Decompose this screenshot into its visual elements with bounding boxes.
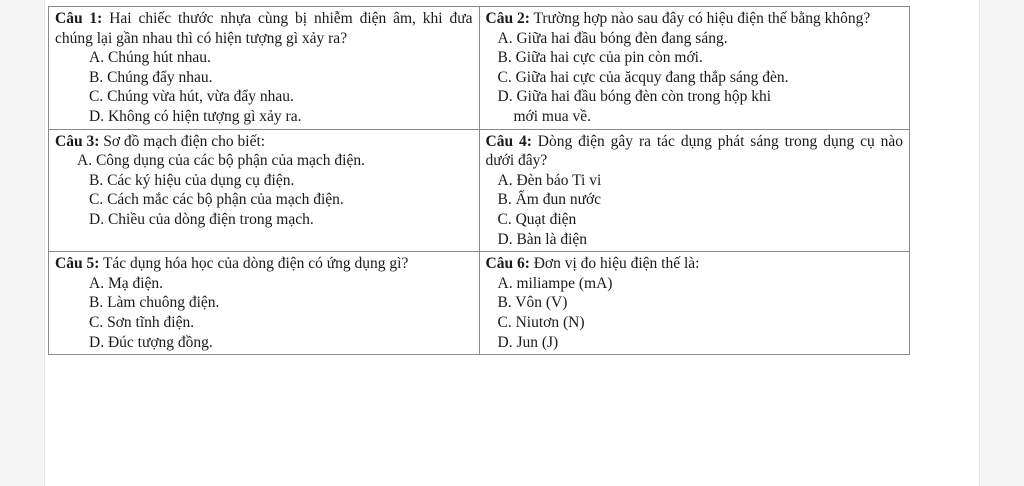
question-6-option-a: A. miliampe (mA): [497, 274, 613, 292]
question-cell-3: [49, 129, 480, 252]
question-3-option-d: D. Chiều của dòng điện trong mạch.: [89, 210, 314, 228]
question-4-option-c: C. Quạt điện: [497, 210, 577, 228]
question-4-option-a: A. Đèn báo Ti vi: [497, 171, 602, 189]
question-2-label: Câu 2:: [485, 10, 530, 27]
left-margin: [0, 0, 45, 486]
question-5-stem: Câu 5: Tác dụng hóa học của dòng điện có ứng dụng gì?: [55, 255, 409, 273]
question-1-option-b: B. Chúng đẩy nhau.: [89, 68, 213, 86]
question-1-stem: Câu 1: Hai chiếc thước nhựa cùng bị nhiễm điện âm, khi đưa chúng lại gần nhau thì có hiện tượng gì xảy ra?: [55, 10, 473, 47]
question-3-option-a: A. Công dụng của các bộ phận của mạch điện.: [77, 152, 365, 170]
question-3-stem: Câu 3: Sơ đồ mạch điện cho biết:: [55, 132, 266, 150]
table-row: [49, 7, 910, 130]
question-5-option-c: C. Sơn tĩnh điện.: [89, 313, 195, 331]
quiz-table: [48, 6, 910, 355]
question-1-option-d: D. Không có hiện tượng gì xảy ra.: [89, 107, 302, 125]
question-5-option-b: B. Làm chuông điện.: [89, 294, 220, 312]
question-2-option-d: D. Giữa hai đầu bóng đèn còn trong hộp khi: [497, 88, 772, 106]
question-3-label: Câu 3:: [55, 132, 100, 150]
question-1-option-c: C. Chúng vừa hút, vừa đẩy nhau.: [89, 88, 294, 106]
question-2-option-d-continued: mới mua về.: [513, 107, 591, 125]
question-4-label: Câu 4:: [485, 132, 532, 150]
question-2-stem: Câu 2: Trường hợp nào sau đây có hiệu điện thế bằng không?: [485, 10, 871, 27]
question-6-stem: Câu 6: Đơn vị đo hiệu điện thế là:: [485, 255, 700, 273]
question-5-option-d: D. Đúc tượng đồng.: [89, 333, 213, 351]
table-row: [49, 252, 910, 355]
question-2-option-a: A. Giữa hai đầu bóng đèn đang sáng.: [497, 29, 728, 47]
question-5-label: Câu 5:: [55, 255, 100, 273]
right-margin: [979, 0, 1024, 486]
question-5-option-a: A. Mạ điện.: [89, 274, 164, 292]
question-6-option-c: C. Niutơn (N): [497, 313, 585, 331]
question-4-stem: Câu 4: Dòng điện gây ra tác dụng phát sáng trong dụng cụ nào dưới đây?: [485, 132, 903, 170]
question-4-option-d: D. Bàn là điện: [497, 230, 588, 248]
question-1-option-a: A. Chúng hút nhau.: [89, 49, 211, 67]
question-cell-5: [49, 252, 480, 355]
question-cell-1: [49, 7, 480, 130]
question-cell-4: [479, 129, 910, 252]
question-6-option-b: B. Vôn (V): [497, 294, 568, 312]
question-6-label: Câu 6:: [485, 255, 530, 273]
table-row: [49, 129, 910, 252]
question-2-option-b: B. Giữa hai cực của pin còn mới.: [497, 49, 703, 67]
question-cell-6: [479, 252, 910, 355]
question-cell-2: [479, 7, 910, 130]
question-4-option-b: B. Ấm đun nước: [497, 191, 602, 209]
question-3-option-c: C. Cách mắc các bộ phận của mạch điện.: [89, 191, 344, 209]
question-2-option-c: C. Giữa hai cực của ăcquy đang thắp sáng đèn.: [497, 68, 789, 86]
question-3-option-b: B. Các ký hiệu của dụng cụ điện.: [89, 171, 295, 189]
question-1-label: Câu 1:: [55, 10, 103, 27]
question-6-option-d: D. Jun (J): [497, 333, 559, 351]
